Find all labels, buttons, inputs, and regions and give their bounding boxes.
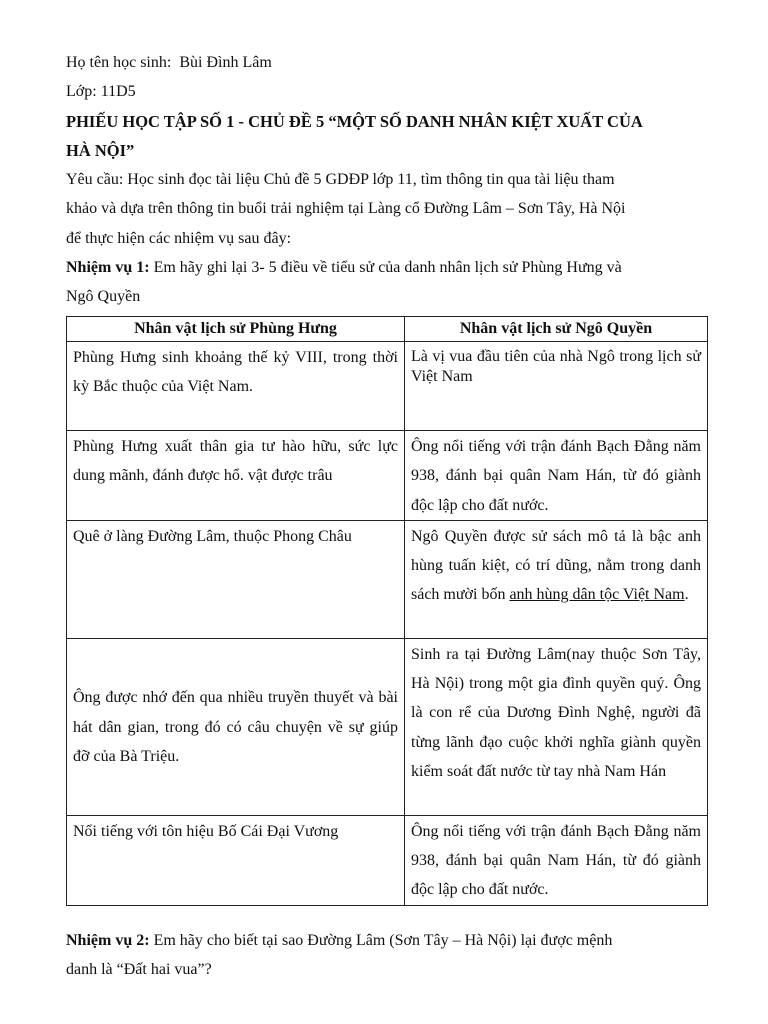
table-cell-right: Ông nổi tiếng với trận đánh Bạch Đằng năm 938, đánh bại quân Nam Hán, từ đó giành độc lập cho đất nước.	[405, 431, 708, 521]
table-cell-left: Quê ở làng Đường Lâm, thuộc Phong Châu	[67, 520, 405, 638]
class-value: 11D5	[100, 83, 136, 101]
table-row	[67, 638, 708, 815]
student-header	[66, 48, 708, 312]
table-header-row	[67, 317, 708, 342]
requirement-line1: Yêu cầu: Học sinh đọc tài liệu Chủ đề 5 GDĐP lớp 11, tìm thông tin qua tài liệu tham	[66, 171, 615, 189]
table-cell-left: Phùng Hưng xuất thân gia tư hào hữu, sức lực dung mãnh, đánh được hổ. vật được trâu	[67, 431, 405, 521]
heroes-link[interactable]: anh hùng dân tộc Việt Nam	[509, 586, 685, 604]
task2-text: Em hãy cho biết tại sao Đường Lâm (Sơn Tây – Hà Nội) lại được mệnh	[149, 932, 613, 949]
table-cell-right: Ông nổi tiếng với trận đánh Bạch Đằng năm 938, đánh bại quân Nam Hán, từ đó giành độc lập cho đất nước.	[405, 815, 708, 905]
student-label: Họ tên học sinh:	[66, 54, 172, 71]
table-cell-right: Là vị vua đầu tiên của nhà Ngô trong lịch sử Việt Nam	[405, 342, 708, 431]
biography-table	[66, 316, 708, 906]
task1-line1	[66, 253, 708, 282]
table-row	[67, 431, 708, 521]
table-row	[67, 815, 708, 905]
table-row	[67, 342, 708, 431]
task2-line1	[66, 926, 708, 955]
class-label: Lớp:	[66, 83, 97, 101]
worksheet-title-line2: HÀ NỘI”	[66, 140, 135, 160]
requirement-line2: khảo và dựa trên thông tin buổi trải nghiệm tại Làng cổ Đường Lâm – Sơn Tây, Hà Nội	[66, 200, 626, 218]
table-cell-right	[405, 520, 708, 638]
student-name-line	[66, 48, 708, 77]
task2-line2: danh là “Đất hai vua”?	[66, 961, 212, 979]
class-line	[66, 77, 708, 106]
student-name: Bùi Đình Lâm	[179, 54, 272, 71]
task1-text: Em hãy ghi lại 3- 5 điều về tiểu sử của danh nhân lịch sử Phùng Hưng và	[149, 259, 622, 277]
table-cell-right: Sinh ra tại Đường Lâm(nay thuộc Sơn Tây, Hà Nội) trong một gia đình quyền quý. Ông là con rể của Dương Đình Nghệ, người đã từng lãnh đạo cuộc khởi nghĩa giành quyền kiểm soát đất nước từ tay nhà Nam Hán	[405, 638, 708, 815]
table-cell-left: Nổi tiếng với tôn hiệu Bố Cái Đại Vương	[67, 815, 405, 905]
task2-label: Nhiệm vụ 2:	[66, 932, 150, 949]
column-header-phung-hung: Nhân vật lịch sử Phùng Hưng	[67, 317, 405, 342]
task2-block	[66, 926, 708, 985]
cell-text-end: .	[684, 586, 689, 604]
table-cell-left: Phùng Hưng sinh khoảng thế kỷ VIII, trong thời kỳ Bắc thuộc của Việt Nam.	[67, 342, 405, 431]
worksheet-title-line1: PHIẾU HỌC TẬP SỐ 1 - CHỦ ĐỀ 5 “MỘT SỐ DANH NHÂN KIỆT XUẤT CỦA	[66, 111, 643, 131]
task1-label: Nhiệm vụ 1:	[66, 259, 150, 277]
column-header-ngo-quyen: Nhân vật lịch sử Ngô Quyền	[405, 317, 708, 342]
table-cell-left: Ông được nhớ đến qua nhiều truyền thuyết và bài hát dân gian, trong đó có câu chuyện về sự giúp đỡ của Bà Triệu.	[67, 638, 405, 815]
cell-text: Ngô Quyền được sử sách mô tả là bậc anh hùng tuấn kiệt, có trí dũng, nằm trong danh sách mười bốn	[411, 527, 701, 604]
table-row	[67, 520, 708, 638]
requirement-line3: để thực hiện các nhiệm vụ sau đây:	[66, 229, 292, 247]
task1-line2: Ngô Quyền	[66, 288, 141, 306]
